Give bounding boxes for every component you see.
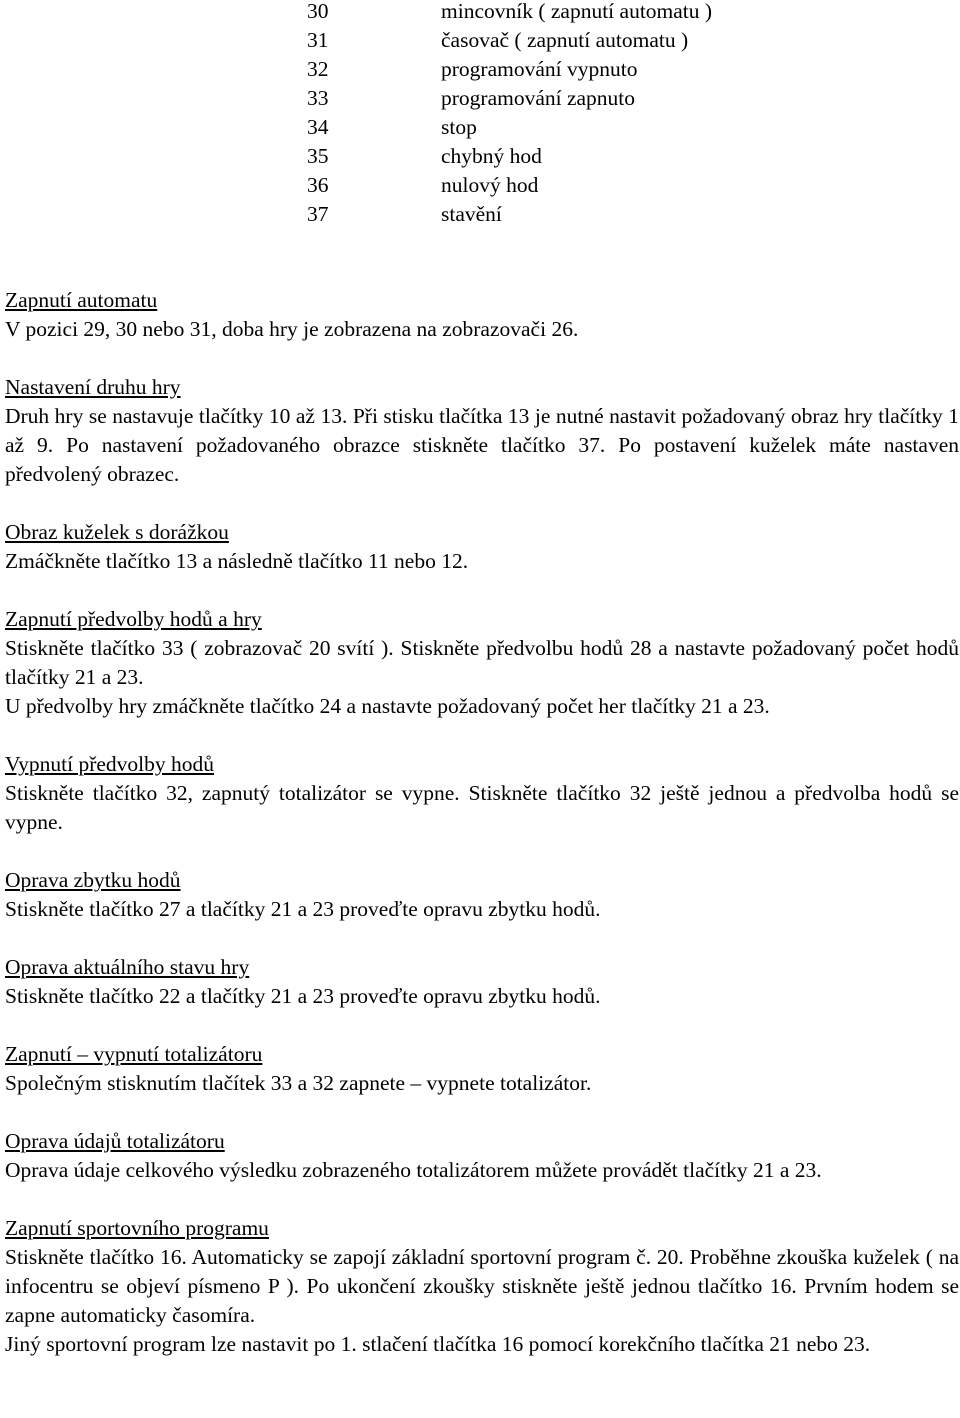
instructions-content: [5, 286, 959, 1388]
section-heading: Oprava údajů totalizátoru: [5, 1129, 225, 1153]
legend-text: chybný hod: [441, 144, 542, 168]
section-paragraph: Zmáčkněte tlačítko 13 a následně tlačítko 11 nebo 12.: [5, 549, 469, 573]
legend-row: [0, 200, 960, 229]
section-obraz-kuzelek: [5, 518, 959, 576]
section-paragraph: Oprava údaje celkového výsledku zobrazeného totalizátorem můžete provádět tlačítky 21 a 23.: [5, 1158, 822, 1182]
section-paragraph: U předvolby hry zmáčkněte tlačítko 24 a nastavte požadovaný počet her tlačítky 21 a 23.: [5, 694, 770, 718]
section-zapnuti-predvolby: [5, 605, 959, 721]
section-paragraph: Stiskněte tlačítko 27 a tlačítky 21 a 23 proveďte opravu zbytku hodů.: [5, 897, 601, 921]
button-legend-list: [0, 0, 960, 229]
section-heading: Zapnutí sportovního programu: [5, 1216, 269, 1240]
section-paragraph: V pozici 29, 30 nebo 31, doba hry je zobrazena na zobrazovači 26.: [5, 317, 579, 341]
legend-row: [0, 55, 960, 84]
legend-number: 35: [307, 144, 329, 168]
section-paragraph: Stiskněte tlačítko 32, zapnutý totalizátor se vypne. Stiskněte tlačítko 32 ještě jednou a předvolba hodů se vypne.: [5, 781, 959, 834]
section-heading: Nastavení druhu hry: [5, 375, 181, 399]
legend-text: programování zapnuto: [441, 86, 636, 110]
section-heading: Obraz kuželek s dorážkou: [5, 520, 229, 544]
section-heading: Zapnutí předvolby hodů a hry: [5, 607, 262, 631]
section-paragraph: Stiskněte tlačítko 33 ( zobrazovač 20 svítí ). Stiskněte předvolbu hodů 28 a nastavte požadovaný počet hodů tlačítky 21 a 23.: [5, 636, 959, 689]
legend-row: [0, 113, 960, 142]
legend-row: [0, 84, 960, 113]
section-oprava-zbytku: [5, 866, 959, 924]
section-totalizator: [5, 1040, 959, 1098]
section-oprava-stavu: [5, 953, 959, 1011]
legend-text: časovač ( zapnutí automatu ): [441, 28, 689, 52]
legend-row: [0, 171, 960, 200]
legend-text: nulový hod: [441, 173, 539, 197]
section-heading: Oprava aktuálního stavu hry: [5, 955, 250, 979]
legend-text: mincovník ( zapnutí automatu ): [441, 0, 713, 23]
section-zapnuti-automatu: [5, 286, 959, 344]
section-vypnuti-predvolby: [5, 750, 959, 837]
legend-number: 33: [307, 86, 329, 110]
section-paragraph: Jiný sportovní program lze nastavit po 1. stlačení tlačítka 16 pomocí korekčního tlačítka 21 nebo 23.: [5, 1332, 871, 1356]
section-heading: Vypnutí předvolby hodů: [5, 752, 215, 776]
section-oprava-totalizatoru: [5, 1127, 959, 1185]
legend-number: 37: [307, 202, 329, 226]
legend-number: 30: [307, 0, 329, 23]
legend-number: 34: [307, 115, 329, 139]
legend-number: 32: [307, 57, 329, 81]
section-paragraph: Druh hry se nastavuje tlačítky 10 až 13. Při stisku tlačítka 13 je nutné nastavit požadovaný obraz hry tlačítky 1 až 9. Po nastavení požadovaného obrazce stiskněte tlačítko 37. Po postavení kuželek máte nastaven předvolený obrazec.: [5, 404, 959, 486]
section-paragraph: Stiskněte tlačítko 22 a tlačítky 21 a 23 proveďte opravu zbytku hodů.: [5, 984, 601, 1008]
legend-row: [0, 0, 960, 26]
legend-text: programování vypnuto: [441, 57, 638, 81]
section-paragraph: Stiskněte tlačítko 16. Automaticky se zapojí základní sportovní program č. 20. Proběhne zkouška kuželek ( na infocentru se objeví písmeno P ). Po ukončení zkoušky stiskněte ještě jednou tlačítko 16. Prvním hodem se zapne automaticky časomíra.: [5, 1245, 959, 1327]
legend-number: 31: [307, 28, 329, 52]
legend-row: [0, 26, 960, 55]
legend-row: [0, 142, 960, 171]
section-heading: Zapnutí – vypnutí totalizátoru: [5, 1042, 263, 1066]
section-heading: Zapnutí automatu: [5, 288, 158, 312]
section-nastaveni-druhu-hry: [5, 373, 959, 489]
section-heading: Oprava zbytku hodů: [5, 868, 181, 892]
section-sportovni-program: [5, 1214, 959, 1359]
legend-text: stop: [441, 115, 477, 139]
section-paragraph: Společným stisknutím tlačítek 33 a 32 zapnete – vypnete totalizátor.: [5, 1071, 592, 1095]
legend-number: 36: [307, 173, 329, 197]
legend-text: stavění: [441, 202, 502, 226]
